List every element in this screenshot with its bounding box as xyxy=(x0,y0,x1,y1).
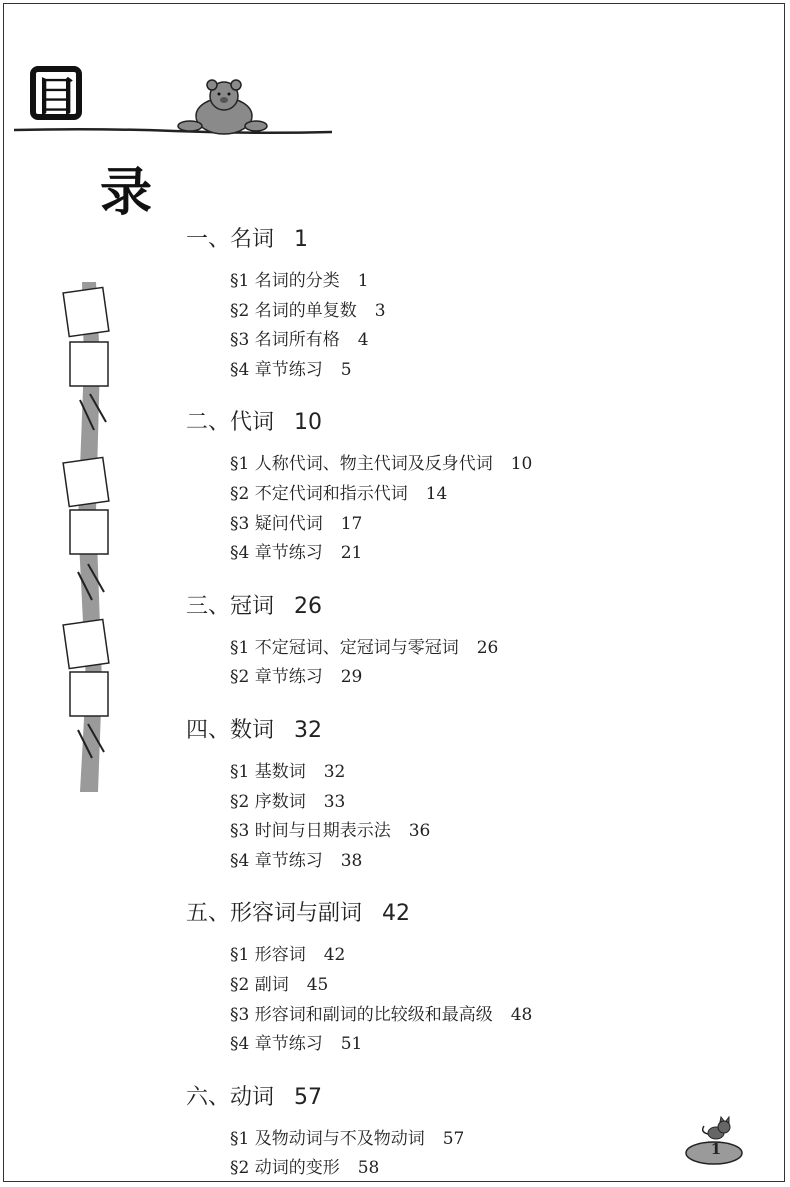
chapter-heading[interactable] xyxy=(186,589,746,620)
section-entry[interactable] xyxy=(230,663,746,693)
section-label: §3 时间与日期表示法 xyxy=(230,821,391,842)
chapter-page: 42 xyxy=(382,901,411,927)
section-label: §4 章节练习 xyxy=(230,543,323,564)
section-list xyxy=(230,941,746,1059)
section-label: §1 形容词 xyxy=(230,945,306,966)
title-char-lu: 录 xyxy=(100,163,153,223)
section-page: 45 xyxy=(306,974,329,995)
section-label: §4 章节练习 xyxy=(230,359,323,380)
section-page: 42 xyxy=(323,945,346,966)
section-page: 26 xyxy=(476,637,499,658)
section-page: 48 xyxy=(510,1004,533,1025)
chapter-title: 四、数词 xyxy=(186,717,275,743)
section-page: 57 xyxy=(442,1128,465,1149)
chapter-page: 32 xyxy=(294,717,323,743)
section-page: 1 xyxy=(357,271,369,291)
section-list xyxy=(230,450,746,568)
chapter-block xyxy=(186,1080,746,1184)
chapter-heading[interactable] xyxy=(186,1080,746,1111)
section-page: 36 xyxy=(408,821,431,842)
chapter-block xyxy=(186,896,746,1059)
section-label: §4 章节练习 xyxy=(230,1034,323,1055)
section-page: 17 xyxy=(340,513,363,534)
page-number: 1 xyxy=(710,1140,722,1158)
chapter-page: 1 xyxy=(294,227,309,252)
section-page: 33 xyxy=(323,791,346,812)
chapter-heading[interactable] xyxy=(186,405,746,436)
chapter-title: 一、名词 xyxy=(186,227,275,252)
section-page: 3 xyxy=(374,300,386,321)
section-entry[interactable] xyxy=(230,1154,746,1184)
section-entry[interactable] xyxy=(230,1001,746,1031)
section-label: §3 疑问代词 xyxy=(230,513,323,534)
section-entry[interactable] xyxy=(230,267,746,297)
section-label: §3 形容词和副词的比较级和最高级 xyxy=(230,1004,493,1025)
book-stack-decoration xyxy=(60,282,120,792)
chapter-heading[interactable] xyxy=(186,896,746,927)
section-label: §2 不定代词和指示代词 xyxy=(230,483,408,504)
chapter-heading[interactable] xyxy=(186,713,746,744)
section-list xyxy=(230,267,746,385)
section-entry[interactable] xyxy=(230,971,746,1001)
table-of-contents xyxy=(186,222,746,1184)
section-label: §1 名词的分类 xyxy=(230,271,340,291)
section-entry[interactable] xyxy=(230,326,746,356)
section-entry[interactable] xyxy=(230,539,746,569)
section-label: §2 副词 xyxy=(230,974,289,995)
chapter-title: 五、形容词与副词 xyxy=(186,901,363,927)
section-label: §1 及物动词与不及物动词 xyxy=(230,1128,425,1149)
section-label: §2 章节练习 xyxy=(230,667,323,688)
section-page: 21 xyxy=(340,543,363,564)
chapter-title: 三、冠词 xyxy=(186,593,275,619)
section-label: §1 人称代词、物主代词及反身代词 xyxy=(230,454,493,475)
chapter-page: 26 xyxy=(294,593,323,619)
chapter-block xyxy=(186,222,746,385)
section-page: 51 xyxy=(340,1034,363,1055)
title-char-mu: 目 xyxy=(30,66,82,120)
section-page: 10 xyxy=(510,454,533,475)
section-entry[interactable] xyxy=(230,941,746,971)
chapter-title: 二、代词 xyxy=(186,410,275,436)
section-page: 14 xyxy=(425,483,448,504)
section-entry[interactable] xyxy=(230,356,746,386)
bear-illustration xyxy=(172,76,272,138)
section-page: 58 xyxy=(357,1158,380,1179)
section-page: 38 xyxy=(340,850,363,871)
section-entry[interactable] xyxy=(230,510,746,540)
section-entry[interactable] xyxy=(230,297,746,327)
chapter-page: 57 xyxy=(294,1084,323,1110)
section-entry[interactable] xyxy=(230,1030,746,1060)
section-page: 4 xyxy=(357,330,369,351)
section-label: §2 动词的变形 xyxy=(230,1158,340,1179)
section-label: §2 序数词 xyxy=(230,791,306,812)
section-page: 32 xyxy=(323,761,346,782)
section-entry[interactable] xyxy=(230,634,746,664)
section-entry[interactable] xyxy=(230,450,746,480)
section-page: 5 xyxy=(340,359,352,380)
section-label: §2 名词的单复数 xyxy=(230,300,357,321)
section-list xyxy=(230,758,746,876)
chapter-title: 六、动词 xyxy=(186,1084,275,1110)
section-label: §1 基数词 xyxy=(230,761,306,782)
section-page: 29 xyxy=(340,667,363,688)
chapter-block xyxy=(186,405,746,568)
section-label: §4 章节练习 xyxy=(230,850,323,871)
section-entry[interactable] xyxy=(230,817,746,847)
section-list xyxy=(230,634,746,693)
chapter-heading[interactable] xyxy=(186,222,746,253)
section-entry[interactable] xyxy=(230,1125,746,1155)
section-entry[interactable] xyxy=(230,847,746,877)
chapter-block xyxy=(186,589,746,693)
section-entry[interactable] xyxy=(230,480,746,510)
section-label: §3 名词所有格 xyxy=(230,330,340,351)
chapter-block xyxy=(186,713,746,876)
chapter-page: 10 xyxy=(294,410,323,436)
section-label: §1 不定冠词、定冠词与零冠词 xyxy=(230,637,459,658)
section-entry[interactable] xyxy=(230,788,746,818)
section-entry[interactable] xyxy=(230,758,746,788)
section-list xyxy=(230,1125,746,1184)
